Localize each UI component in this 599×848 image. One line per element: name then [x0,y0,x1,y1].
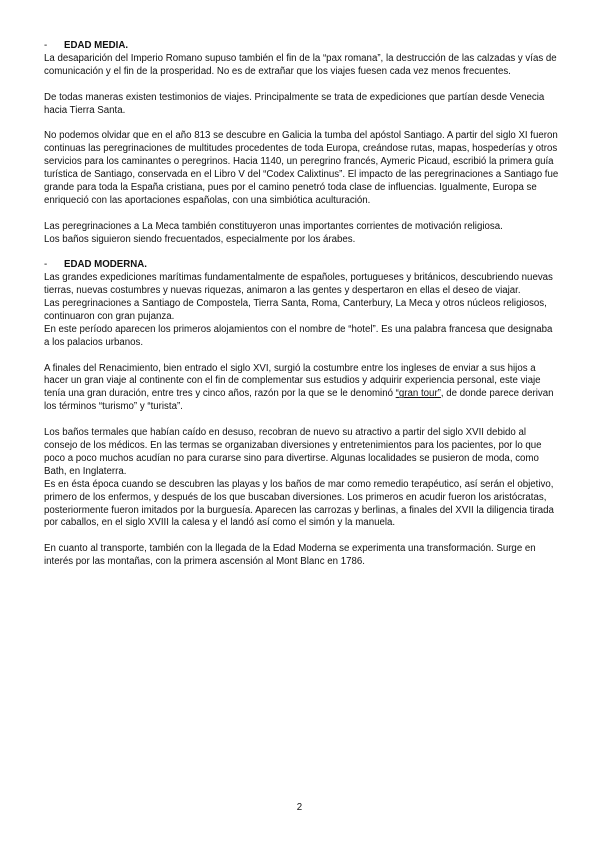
paragraph: En este período aparecen los primeros alojamientos con el nombre de “hotel”. Es una palabra francesa que designaba a los palacios urbanos. [44,323,553,348]
paragraph: En cuanto al transporte, también con la llegada de la Edad Moderna se experimenta una transformación. Surge en interés por las montañas, con la primera ascensión al Mont Blanc en 1786. [44,543,536,568]
paragraph: Las grandes expediciones marítimas fundamentalmente de españoles, portugueses y británicos, descubriendo nuevas tierras, nuevas costumbres y nuevas riquezas, animaron a las gentes y despertaron en ellas el deseo de viajar. [44,272,553,297]
heading-dash: - [44,40,48,51]
paragraph-gran-tour [44,363,559,415]
paragraph-text: , de donde parece derivan los términos “turismo” y “turista”. [44,388,554,413]
section-heading-edad-moderna [44,259,559,272]
paragraph: La desaparición del Imperio Romano supuso también el fin de la “pax romana”, la destrucción de las calzadas y vías de comunicación y el fin de la prosperidad. No es de extrañar que los viajes fuesen cada vez menos frecuentes. [44,52,557,77]
paragraph: Los baños siguieron siendo frecuentados, especialmente por los árabes. [44,233,356,245]
paragraph: De todas maneras existen testimonios de viajes. Principalmente se trata de expediciones que partían desde Venecia hacia Tierra Santa. [44,91,545,116]
page-number: 2 [296,802,303,813]
paragraph: No podemos olvidar que en el año 813 se descubre en Galicia la tumba del apóstol Santiago. A partir del siglo XI fueron continuas las peregrinaciones de multitudes procedentes de toda Europa, creándose rutas, mapas, hospederías y otros servicios para los caminantes o peregrinos. Hacia 1140, un peregrino francés, Aymeric Picaud, escribió la primera guía turística de Santiago, conservada en el Libro V del “Codex Calixtinus”. El impacto de las peregrinaciones a Santiago fue grande para toda la España cristiana, pues por el camino penetró toda clase de influencias. Igualmente, Europa se enriqueció con las aportaciones españolas, con una simbiótica aculturación. [44,130,559,206]
document-page [44,40,559,569]
paragraph: Las peregrinaciones a Santiago de Compostela, Tierra Santa, Roma, Canterbury, La Meca y otros núcleos religiosos, continuaron con gran pujanza. [44,298,547,322]
section-heading-edad-media [44,40,559,53]
paragraph: Las peregrinaciones a La Meca también constituyeron unas importantes corrientes de motivación religiosa. [44,220,503,232]
gran-tour-term: “gran tour” [395,388,441,400]
paragraph: Los baños termales que habían caído en desuso, recobran de nuevo su atractivo a partir del siglo XVII debido al consejo de los médicos. En las termas se organizaban diversiones y entretenimientos para los pacientes, por lo que poco a poco muchos acudían no para curarse sino para divertirse. Algunas localidades se pusieron de moda, como Bath, en Inglaterra. [44,427,542,477]
heading-title: EDAD MEDIA. [64,40,129,51]
heading-title: EDAD MODERNA. [64,259,147,271]
paragraph: Es en ésta época cuando se descubren las playas y los baños de mar como remedio terapéutico, así serán el objetivo, primero de los enfermos, y después de los que buscaban diversiones. Los primeros en acudir fueron los aristócratas, posteriormente fueron imitados por la burguesía. Aparecen las carrozas y berlinas, a finales del XVII la diligencia tirada por caballos, en el siglo XVIII la calesa y el landó así como el simón y la manuela. [44,478,554,529]
heading-dash: - [44,259,48,271]
paragraph-text: A finales del Renacimiento, bien entrado el siglo XVI, surgió la costumbre entre los ingleses de enviar a sus hijos a hacer un gran viaje al continente con el fin de complementar sus estudios y adquirir experiencia personal, este viaje tenía una gran duración, entre tres y cinco años, razón por la que se le denominó [44,362,541,400]
